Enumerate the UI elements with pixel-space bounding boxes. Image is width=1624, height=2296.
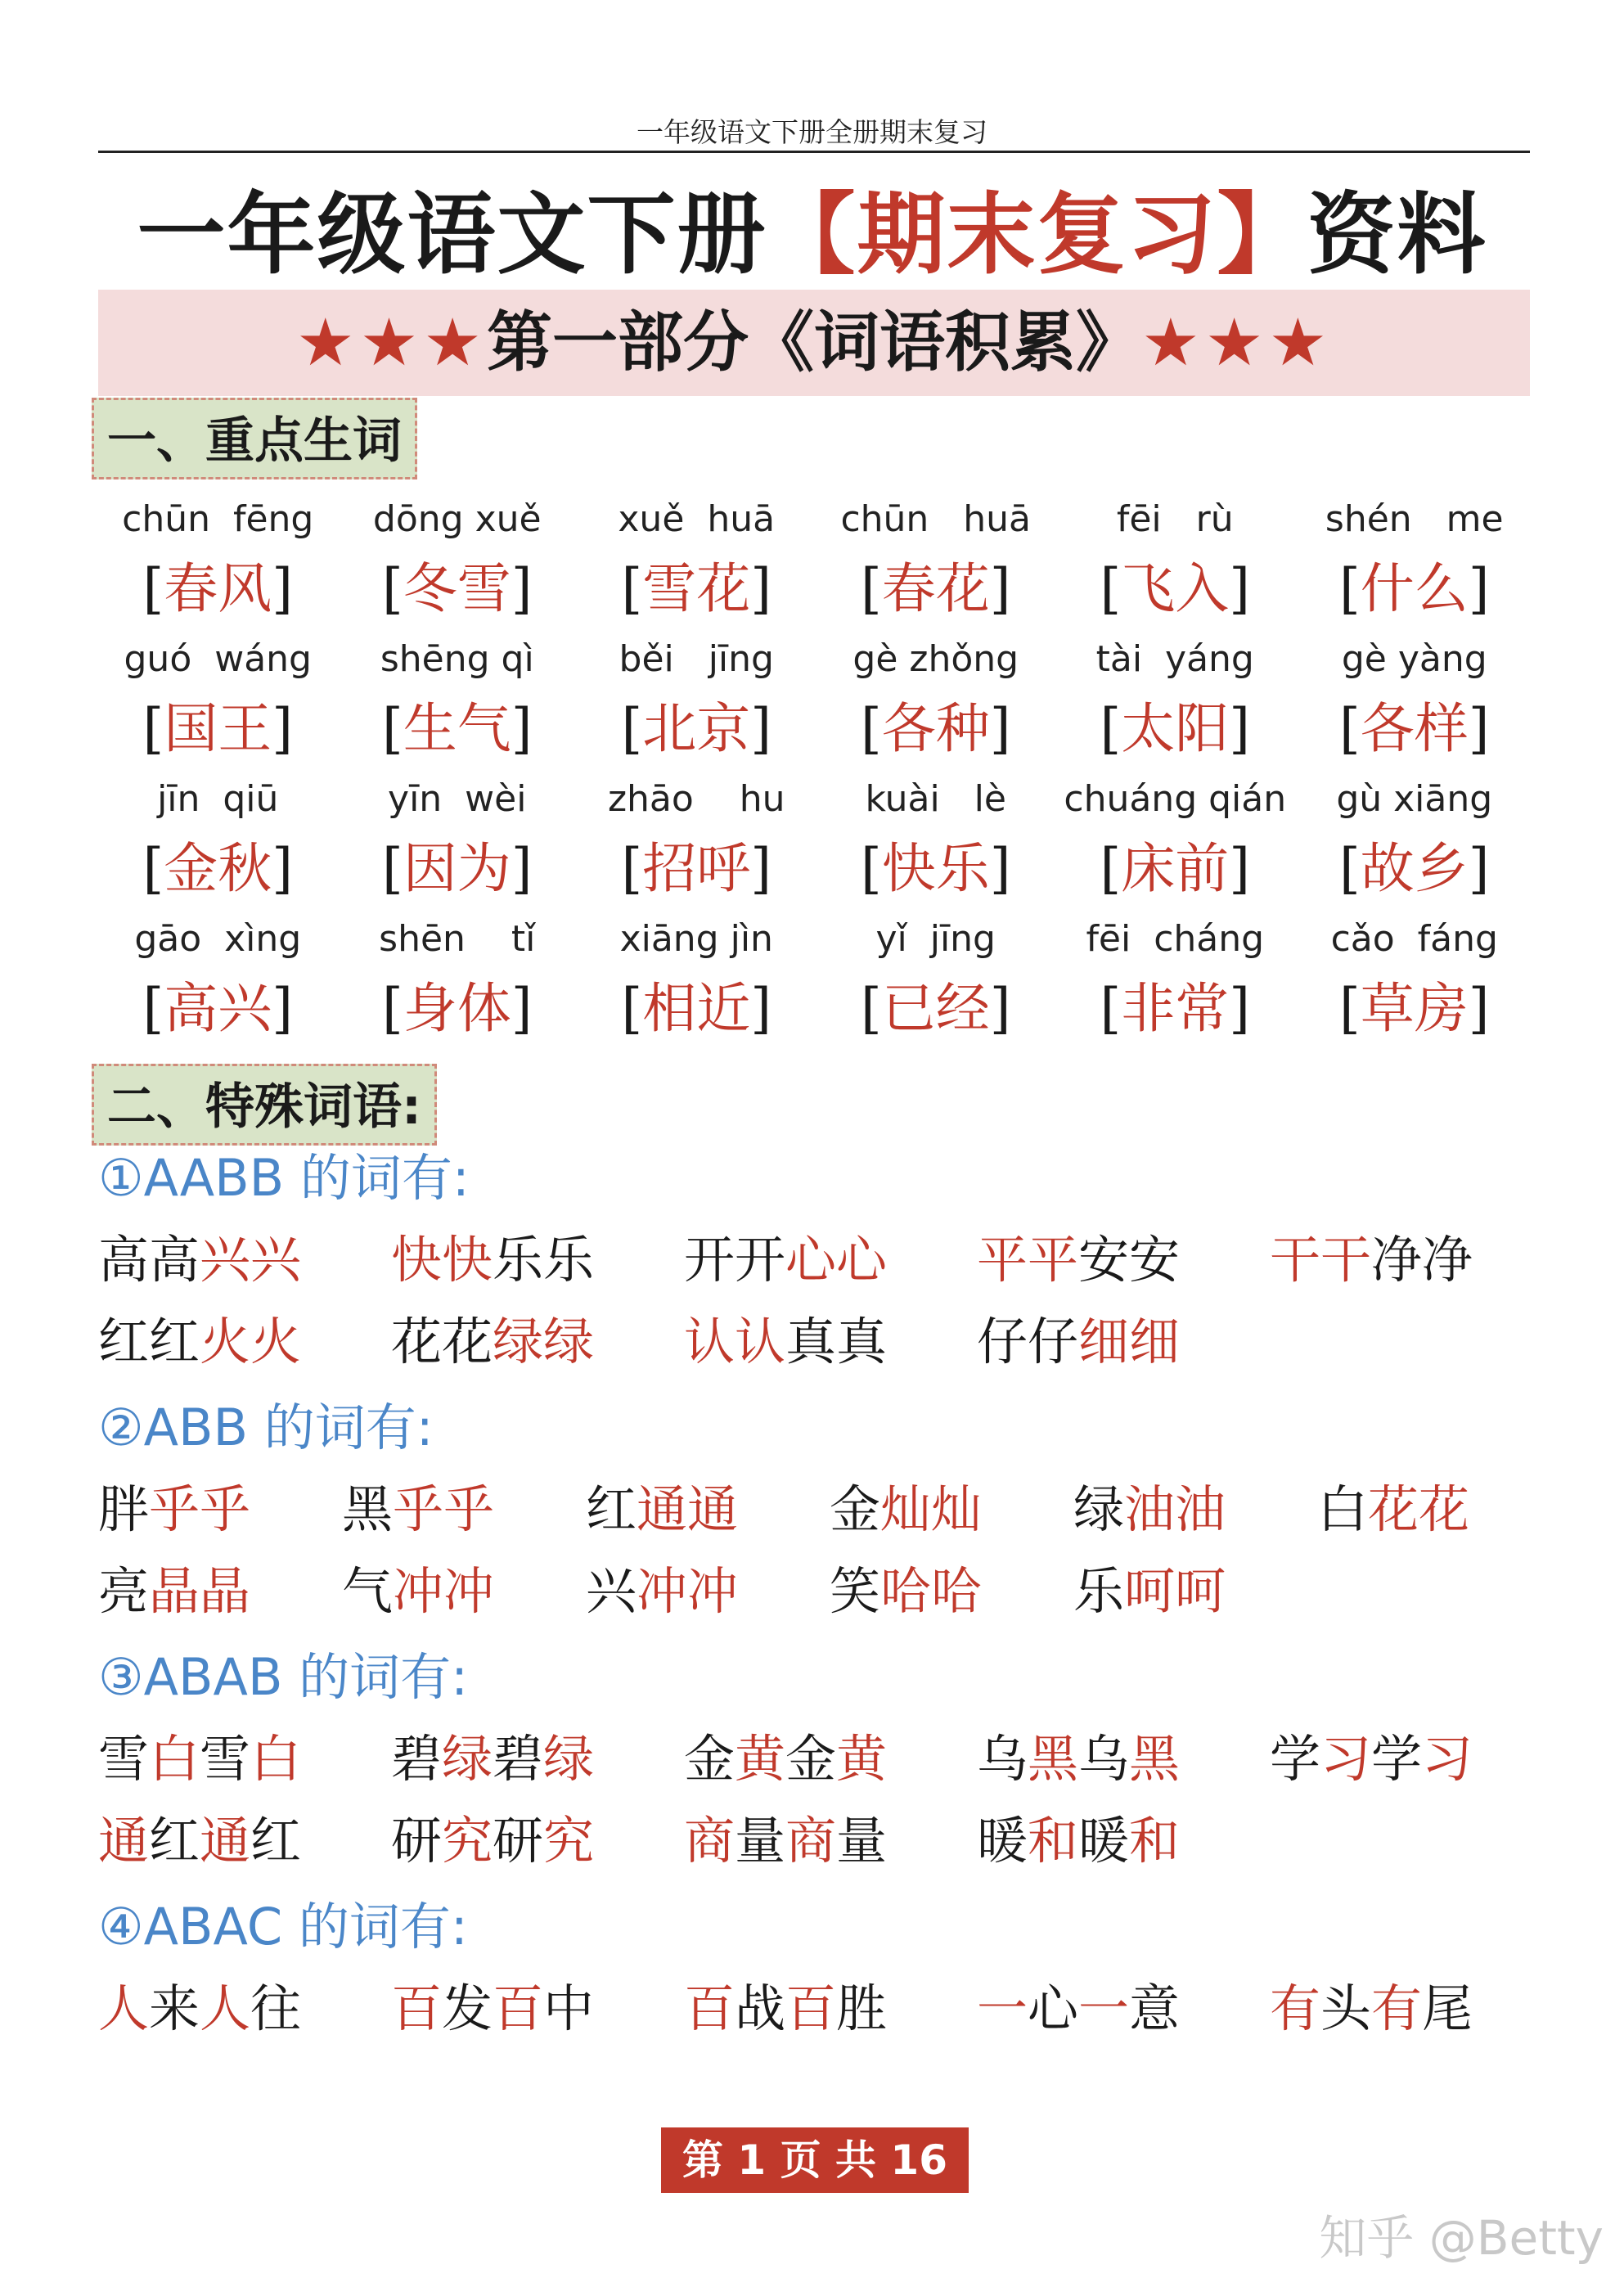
word-segment: 和 (1028, 1811, 1079, 1871)
bracket-open: [ (1100, 697, 1122, 760)
special-word (586, 1469, 738, 1551)
vocab-hanzi: 北京 (642, 697, 751, 760)
pinyin: shén me (1325, 498, 1504, 540)
bracket-open: [ (621, 837, 643, 900)
bracket-close: ] (272, 977, 293, 1040)
vocab-hanzi: 草房 (1360, 977, 1469, 1040)
word-segment: 仔仔 (977, 1312, 1079, 1371)
bracket-close: ] (989, 837, 1011, 900)
word-segment: 白 (250, 1729, 302, 1789)
vocab-hanzi: 太阳 (1121, 697, 1230, 760)
bracket-open: [ (1339, 557, 1361, 620)
pinyin: shēn tǐ (379, 918, 536, 960)
bracket-close: ] (989, 557, 1011, 620)
vocab-word (1055, 828, 1295, 910)
vocab-hanzi: 招呼 (642, 837, 751, 900)
bracket-open: [ (382, 837, 403, 900)
vocab-item (98, 491, 338, 631)
bracket-open: [ (621, 977, 643, 1040)
vocab-word (98, 968, 338, 1050)
word-segment: 和 (1129, 1811, 1181, 1871)
word-segment: 乐 (1073, 1561, 1125, 1621)
special-word (684, 1301, 887, 1383)
vocab-word (98, 828, 338, 910)
bracket-close: ] (1468, 977, 1490, 1040)
vocab-word (98, 548, 338, 630)
word-segment: 乎乎 (393, 1479, 495, 1539)
vocab-hanzi: 春风 (164, 557, 272, 620)
word-segment: 战 (735, 1979, 786, 2038)
pinyin: chuáng qián (1064, 778, 1287, 820)
special-word (684, 1219, 887, 1301)
vocab-item (816, 771, 1056, 911)
special-word (391, 1718, 594, 1800)
vocab-word (816, 968, 1056, 1050)
word-segment: 商 (785, 1811, 837, 1871)
bracket-close: ] (1229, 697, 1250, 760)
bracket-close: ] (989, 977, 1011, 1040)
bracket-open: [ (382, 697, 403, 760)
bracket-open: [ (382, 557, 403, 620)
word-segment: 习 (1422, 1729, 1473, 1789)
special-word (1270, 1219, 1473, 1301)
bracket-open: [ (1100, 977, 1122, 1040)
vocab-hanzi: 各样 (1360, 697, 1469, 760)
vocab-word (1295, 968, 1535, 1050)
vocab-hanzi: 故乡 (1360, 837, 1469, 900)
vocab-grid (98, 491, 1534, 1051)
word-segment: 发 (442, 1979, 493, 2038)
special-word (1317, 1469, 1469, 1551)
word-segment: 红 (149, 1811, 200, 1871)
vocab-hanzi: 非常 (1121, 977, 1230, 1040)
bracket-open: [ (861, 697, 882, 760)
bracket-open: [ (142, 557, 164, 620)
bracket-close: ] (989, 697, 1011, 760)
word-segment: 意 (1129, 1979, 1181, 2038)
vocab-item (338, 491, 578, 631)
word-segment: 百 (785, 1979, 837, 2038)
word-segment: 绿 (442, 1729, 493, 1789)
vocab-hanzi: 雪花 (642, 557, 751, 620)
bracket-close: ] (750, 697, 772, 760)
word-segment: 兴 (586, 1561, 637, 1621)
word-segment: 金 (785, 1729, 837, 1789)
pinyin: tài yáng (1095, 638, 1254, 680)
vocab-item (338, 631, 578, 771)
pinyin: kuài lè (865, 778, 1006, 820)
bracket-open: [ (621, 697, 643, 760)
word-segment: 百 (493, 1979, 544, 2038)
vocab-item (816, 491, 1056, 631)
word-segment: 花花 (391, 1312, 493, 1371)
vocab-item (1295, 491, 1535, 631)
pinyin: gè zhǒng (852, 638, 1019, 680)
word-segment: 乎乎 (149, 1479, 251, 1539)
vocab-item (1295, 911, 1535, 1051)
word-segment: 黄 (836, 1729, 888, 1789)
bracket-close: ] (1468, 837, 1490, 900)
word-segment: 心心 (785, 1230, 888, 1290)
word-segment: 往 (250, 1979, 302, 2038)
vocab-hanzi: 金秋 (164, 837, 272, 900)
bracket-open: [ (861, 557, 882, 620)
pinyin: gè yàng (1341, 638, 1487, 680)
pinyin: dōng xuě (372, 498, 542, 540)
special-word (342, 1551, 494, 1632)
bracket-open: [ (142, 837, 164, 900)
vocab-word (338, 688, 578, 770)
word-segment: 有 (1270, 1979, 1321, 2038)
vocab-item (338, 911, 578, 1051)
word-segment: 习 (1320, 1729, 1372, 1789)
word-segment: 暖 (1078, 1811, 1130, 1871)
bracket-close: ] (511, 977, 533, 1040)
word-segment: 有 (1371, 1979, 1423, 2038)
vocab-hanzi: 春花 (881, 557, 990, 620)
word-segment: 来 (149, 1979, 200, 2038)
word-segment: 研 (391, 1811, 443, 1871)
bracket-close: ] (750, 837, 772, 900)
word-segment: 气 (342, 1561, 394, 1621)
word-segment: 认认 (684, 1312, 786, 1371)
special-word (977, 1968, 1180, 2050)
word-segment: 黑 (1028, 1729, 1079, 1789)
word-segment: 哈哈 (880, 1561, 983, 1621)
bracket-close: ] (511, 837, 533, 900)
vocab-item (1055, 911, 1295, 1051)
special-word (98, 1301, 301, 1383)
vocab-word (1055, 968, 1295, 1050)
bracket-close: ] (750, 977, 772, 1040)
word-segment: 通 (98, 1811, 150, 1871)
vocab-word (577, 688, 816, 770)
main-title-prefix: 一年级语文下册 (137, 184, 767, 286)
star-icons-right: ★★★ (1141, 304, 1333, 380)
word-segment: 乌 (1078, 1729, 1130, 1789)
word-segment: 灿灿 (880, 1479, 983, 1539)
word-segment: 冲冲 (393, 1561, 495, 1621)
pinyin: běi jīng (619, 638, 774, 680)
special-word (391, 1800, 594, 1882)
special-word (684, 1800, 887, 1882)
vocab-word (1295, 548, 1535, 630)
word-segment: 雪 (98, 1729, 150, 1789)
category-title: ③ABAB 的词有: (98, 1647, 469, 1707)
section-label-special-words: 二、特殊词语: (92, 1064, 437, 1146)
special-word (98, 1219, 301, 1301)
word-segment: 白 (1317, 1479, 1369, 1539)
vocab-word (1055, 688, 1295, 770)
special-word (586, 1551, 738, 1632)
word-segment: 商 (684, 1811, 736, 1871)
vocab-item (1055, 491, 1295, 631)
vocab-item (1055, 631, 1295, 771)
special-word (98, 1968, 301, 2050)
vocab-hanzi: 床前 (1121, 837, 1230, 900)
vocab-item (1295, 631, 1535, 771)
vocab-item (816, 631, 1056, 771)
vocab-hanzi: 国王 (164, 697, 272, 760)
vocab-hanzi: 飞入 (1121, 557, 1230, 620)
special-word (1270, 1718, 1473, 1800)
vocab-word (1295, 688, 1535, 770)
word-segment: 真真 (785, 1312, 888, 1371)
word-segment: 花花 (1368, 1479, 1470, 1539)
word-segment: 白 (149, 1729, 200, 1789)
word-segment: 火火 (200, 1312, 302, 1371)
vocab-hanzi: 身体 (403, 977, 511, 1040)
running-header-title: 一年级语文下册全册期末复习 (637, 116, 987, 148)
word-segment: 碧 (391, 1729, 443, 1789)
vocab-word (338, 828, 578, 910)
bracket-open: [ (142, 977, 164, 1040)
vocab-hanzi: 相近 (642, 977, 751, 1040)
vocab-item (577, 911, 816, 1051)
special-word (977, 1800, 1180, 1882)
word-segment: 亮 (98, 1561, 150, 1621)
word-segment: 人 (200, 1979, 251, 2038)
word-segment: 快快 (391, 1230, 493, 1290)
special-word (977, 1219, 1180, 1301)
word-segment: 细细 (1078, 1312, 1181, 1371)
special-word (1073, 1551, 1226, 1632)
word-segment: 黑 (1129, 1729, 1181, 1789)
bracket-close: ] (1229, 977, 1250, 1040)
special-word (98, 1718, 301, 1800)
pinyin: xiāng jìn (619, 918, 773, 960)
vocab-item (98, 631, 338, 771)
pinyin: gù xiāng (1336, 778, 1493, 820)
word-segment: 绿 (1073, 1479, 1125, 1539)
main-title-suffix: 资料 (1307, 184, 1487, 286)
special-word (977, 1301, 1180, 1383)
pinyin: chūn fēng (122, 498, 314, 540)
word-segment: 金 (684, 1729, 736, 1789)
vocab-item (577, 491, 816, 631)
pinyin: yǐ jīng (875, 918, 996, 960)
category-title: ②ABB 的词有: (98, 1398, 434, 1457)
vocab-word (577, 828, 816, 910)
special-word (98, 1551, 250, 1632)
word-segment: 呵呵 (1124, 1561, 1226, 1621)
word-segment: 通 (200, 1811, 251, 1871)
bracket-open: [ (1100, 837, 1122, 900)
word-segment: 绿 (543, 1729, 595, 1789)
bracket-open: [ (1339, 977, 1361, 1040)
vocab-item (338, 771, 578, 911)
pinyin: zhāo hu (607, 778, 785, 820)
pinyin: fēi cháng (1086, 918, 1265, 960)
part-label: 第一部分《词语积累》 (487, 304, 1141, 380)
pinyin: shēng qì (380, 638, 534, 680)
part-banner (98, 290, 1530, 396)
pinyin: cǎo fáng (1330, 918, 1498, 960)
bracket-close: ] (272, 557, 293, 620)
bracket-close: ] (1229, 557, 1250, 620)
word-segment: 一 (1078, 1979, 1130, 2038)
vocab-item (1055, 771, 1295, 911)
word-segment: 笑 (830, 1561, 881, 1621)
bracket-close: ] (272, 697, 293, 760)
special-word (830, 1469, 982, 1551)
bracket-open: [ (382, 977, 403, 1040)
word-segment: 暖 (977, 1811, 1028, 1871)
special-word (684, 1718, 887, 1800)
special-word (1073, 1469, 1226, 1551)
vocab-word (338, 548, 578, 630)
word-segment: 黑 (342, 1479, 394, 1539)
bracket-open: [ (1339, 837, 1361, 900)
word-segment: 雪 (200, 1729, 251, 1789)
pinyin: gāo xìng (134, 918, 302, 960)
vocab-hanzi: 因为 (403, 837, 511, 900)
word-segment: 头 (1320, 1979, 1372, 2038)
bracket-close: ] (1468, 697, 1490, 760)
word-segment: 学 (1270, 1729, 1321, 1789)
vocab-hanzi: 已经 (881, 977, 990, 1040)
word-segment: 红红 (98, 1312, 200, 1371)
vocab-hanzi: 高兴 (164, 977, 272, 1040)
special-word (684, 1968, 887, 2050)
vocab-word (816, 828, 1056, 910)
vocab-word (1295, 828, 1535, 910)
vocab-hanzi: 生气 (403, 697, 511, 760)
word-segment: 心 (1028, 1979, 1079, 2038)
pinyin: guó wáng (124, 638, 312, 680)
word-segment: 究 (442, 1811, 493, 1871)
special-word (830, 1551, 982, 1632)
special-word (391, 1968, 594, 2050)
special-word (98, 1800, 301, 1882)
word-segment: 乐乐 (493, 1230, 595, 1290)
special-word (98, 1469, 250, 1551)
word-segment: 冲冲 (637, 1561, 739, 1621)
special-word (342, 1469, 494, 1551)
section-label-key-words: 一、重点生词 (92, 398, 417, 479)
word-segment: 平平 (977, 1230, 1079, 1290)
word-segment: 兴兴 (200, 1230, 302, 1290)
word-segment: 干干 (1270, 1230, 1372, 1290)
bracket-open: [ (1100, 557, 1122, 620)
bracket-close: ] (1229, 837, 1250, 900)
bracket-close: ] (1468, 557, 1490, 620)
word-segment: 百 (391, 1979, 443, 2038)
word-segment: 安安 (1078, 1230, 1181, 1290)
word-segment: 量 (735, 1811, 786, 1871)
pinyin: chūn huā (840, 498, 1032, 540)
main-title (0, 164, 1624, 290)
bracket-close: ] (750, 557, 772, 620)
word-segment: 绿绿 (493, 1312, 595, 1371)
vocab-item (577, 631, 816, 771)
word-segment: 研 (493, 1811, 544, 1871)
word-segment: 究 (543, 1811, 595, 1871)
bracket-close: ] (511, 697, 533, 760)
header-rule (98, 151, 1530, 153)
vocab-item (816, 911, 1056, 1051)
vocab-hanzi: 什么 (1360, 557, 1469, 620)
word-segment: 人 (98, 1979, 150, 2038)
special-word (391, 1301, 594, 1383)
word-segment: 量 (836, 1811, 888, 1871)
vocab-item (98, 911, 338, 1051)
word-segment: 红 (250, 1811, 302, 1871)
vocab-word (338, 968, 578, 1050)
word-segment: 晶晶 (149, 1561, 251, 1621)
vocab-hanzi: 冬雪 (403, 557, 511, 620)
vocab-word (577, 968, 816, 1050)
word-segment: 高高 (98, 1230, 200, 1290)
vocab-word (98, 688, 338, 770)
word-segment: 乌 (977, 1729, 1028, 1789)
word-segment: 碧 (493, 1729, 544, 1789)
word-segment: 开开 (684, 1230, 786, 1290)
watermark: 知乎 @Betty (1319, 2210, 1604, 2266)
vocab-word (577, 548, 816, 630)
category-title: ④ABAC 的词有: (98, 1897, 468, 1956)
word-segment: 学 (1371, 1729, 1423, 1789)
special-word (391, 1219, 594, 1301)
word-segment: 一 (977, 1979, 1028, 2038)
vocab-hanzi: 各种 (881, 697, 990, 760)
special-word (977, 1718, 1180, 1800)
word-segment: 油油 (1124, 1479, 1226, 1539)
category-title: ①AABB 的词有: (98, 1148, 470, 1208)
word-segment: 金 (830, 1479, 881, 1539)
bracket-open: [ (861, 837, 882, 900)
vocab-hanzi: 快乐 (881, 837, 990, 900)
word-segment: 通通 (637, 1479, 739, 1539)
vocab-item (98, 771, 338, 911)
word-segment: 净净 (1371, 1230, 1473, 1290)
pinyin: fēi rù (1116, 498, 1234, 540)
word-segment: 胜 (836, 1979, 888, 2038)
main-title-highlight: 【期末复习】 (767, 184, 1307, 286)
bracket-close: ] (511, 557, 533, 620)
word-segment: 中 (543, 1979, 595, 2038)
word-segment: 尾 (1422, 1979, 1473, 2038)
vocab-word (816, 548, 1056, 630)
word-segment: 红 (586, 1479, 637, 1539)
special-word (1270, 1968, 1473, 2050)
star-icons-left: ★★★ (295, 304, 487, 380)
vocab-item (1295, 771, 1535, 911)
pinyin: xuě huā (618, 498, 776, 540)
vocab-item (577, 771, 816, 911)
pinyin: jīn qiū (157, 778, 279, 820)
vocab-word (816, 688, 1056, 770)
bracket-open: [ (621, 557, 643, 620)
vocab-word (1055, 548, 1295, 630)
word-segment: 百 (684, 1979, 736, 2038)
word-segment: 黄 (735, 1729, 786, 1789)
page-number: 第 1 页 共 16 页 (661, 2127, 969, 2193)
pinyin: yīn wèi (388, 778, 527, 820)
bracket-open: [ (1339, 697, 1361, 760)
bracket-open: [ (142, 697, 164, 760)
bracket-open: [ (861, 977, 882, 1040)
word-segment: 胖 (98, 1479, 150, 1539)
bracket-close: ] (272, 837, 293, 900)
